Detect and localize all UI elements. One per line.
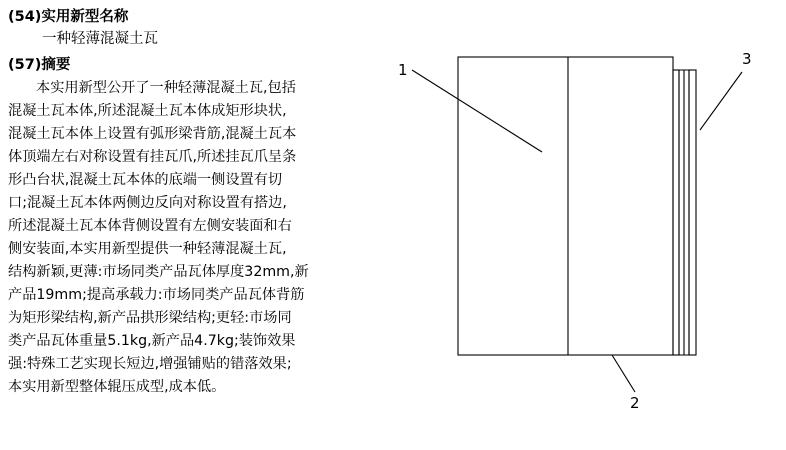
tile-edge-layer-1 bbox=[673, 70, 679, 355]
callout-label-2: 2 bbox=[630, 394, 640, 412]
abstract-line: 体顶端左右对称设置有挂瓦爪,所述挂瓦爪呈条 bbox=[8, 149, 297, 166]
callout-label-3: 3 bbox=[742, 50, 752, 68]
abstract-line: 形凸台状,混凝土瓦本体的底端一侧设置有切 bbox=[8, 172, 283, 189]
abstract-line: 为矩形梁结构,新产品拱形梁结构;更轻:市场同 bbox=[8, 310, 292, 327]
abstract-text-column bbox=[8, 6, 378, 399]
patent-figure bbox=[390, 0, 786, 450]
abstract-line: 本实用新型公开了一种轻薄混凝土瓦,包括 bbox=[36, 80, 296, 97]
leader-line-3 bbox=[700, 72, 742, 130]
abstract-line: 强:特殊工艺实现长短边,增强铺贴的错落效果; bbox=[8, 356, 292, 373]
abstract-body bbox=[8, 77, 378, 399]
abstract-line: 混凝土瓦本体上设置有弧形梁背筋,混凝土瓦本 bbox=[8, 126, 297, 143]
tile-drawing bbox=[390, 0, 786, 450]
abstract-line: 混凝土瓦本体,所述混凝土瓦本体成矩形块状, bbox=[8, 103, 287, 120]
tile-edge-layer-2 bbox=[689, 70, 696, 355]
abstract-line: 侧安装面,本实用新型提供一种轻薄混凝土瓦, bbox=[8, 241, 287, 258]
callout-label-1: 1 bbox=[398, 61, 408, 79]
leader-line-1 bbox=[412, 70, 542, 152]
abstract-line: 口;混凝土瓦本体两侧边反向对称设置有搭边, bbox=[8, 195, 287, 212]
tile-body-outline bbox=[458, 57, 673, 355]
field-abstract-label: (57)摘要 bbox=[8, 56, 71, 73]
abstract-line: 本实用新型整体辊压成型,成本低。 bbox=[8, 379, 226, 396]
abstract-line: 所述混凝土瓦本体背侧设置有左侧安装面和右 bbox=[8, 218, 292, 235]
invention-title: 一种轻薄混凝土瓦 bbox=[42, 31, 158, 48]
abstract-line: 产品19mm;提高承载力:市场同类产品瓦体背筋 bbox=[8, 287, 305, 304]
abstract-line: 结构新颖,更薄:市场同类产品瓦体厚度32mm,新 bbox=[8, 264, 309, 281]
leader-line-2 bbox=[612, 355, 635, 392]
field-invention-name-label: (54)实用新型名称 bbox=[8, 9, 129, 25]
abstract-line: 类产品瓦体重量5.1kg,新产品4.7kg;装饰效果 bbox=[8, 333, 296, 350]
